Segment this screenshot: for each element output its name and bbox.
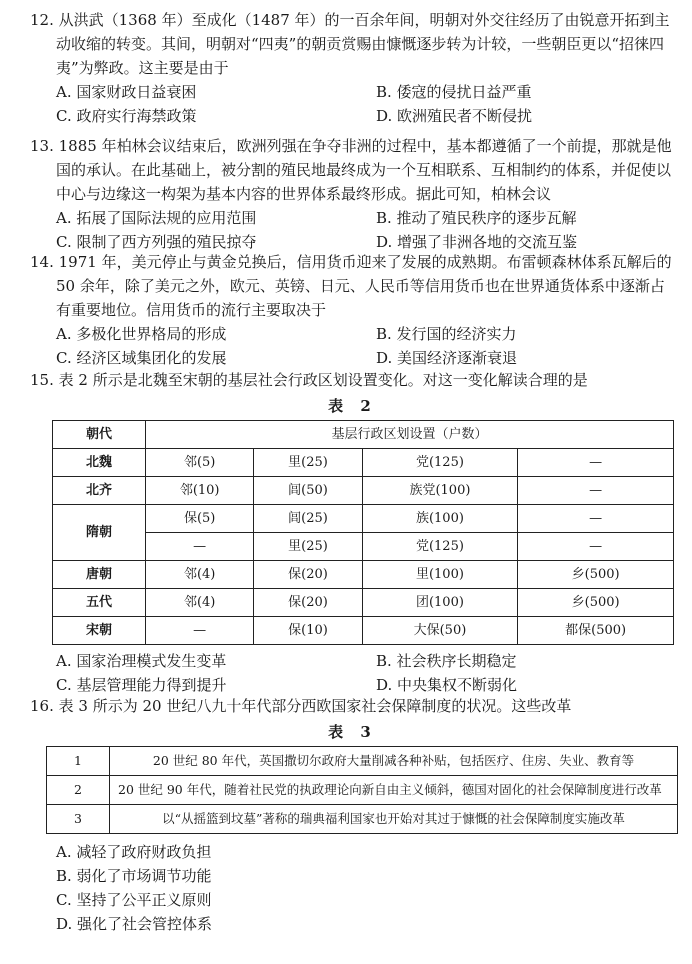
table-header-cell: 基层行政区划设置（户数） — [146, 421, 674, 449]
option-a[interactable]: A. 减轻了政府财政负担 — [56, 843, 212, 861]
option-a[interactable]: A. 拓展了国际法规的应用范围 — [56, 209, 257, 227]
table-cell: 唐朝 — [53, 561, 146, 589]
table-cell: 大保(50) — [362, 617, 518, 645]
option-b[interactable]: B. 倭寇的侵扰日益严重 — [376, 83, 532, 101]
question-13 — [30, 134, 675, 254]
table-3 — [46, 746, 678, 834]
table-cell: 2 — [47, 776, 110, 805]
table-row — [53, 561, 674, 589]
table-row — [53, 589, 674, 617]
question-16 — [30, 694, 675, 936]
question-13-stem: 13. 1885 年柏林会议结束后，欧洲列强在争夺非洲的过程中，基本都遵循了一个前提，那就是他国的承认。在此基础上，被分割的殖民地最终成为一个互相联系、互相制约的体系，并促使以中心与边缘这一构架为基本内容的世界体系最终形成。据此可知，柏林会议 — [30, 137, 672, 203]
table-cell: 保(5) — [146, 505, 254, 533]
option-c[interactable]: C. 政府实行海禁政策 — [56, 107, 197, 125]
question-12 — [30, 8, 675, 128]
table-row — [47, 776, 678, 805]
table-cell: 3 — [47, 805, 110, 834]
table-header-cell: 朝代 — [53, 421, 146, 449]
question-15-options — [56, 649, 675, 697]
option-d[interactable]: D. 增强了非洲各地的交流互鉴 — [376, 233, 578, 251]
table-cell: 20 世纪 80 年代，英国撒切尔政府大量削减各种补贴，包括医疗、住房、失业、教育等 — [110, 747, 678, 776]
option-c[interactable]: C. 基层管理能力得到提升 — [56, 676, 227, 694]
table-cell: — — [146, 617, 254, 645]
table-cell: 保(20) — [254, 589, 362, 617]
option-a[interactable]: A. 多极化世界格局的形成 — [56, 325, 227, 343]
option-a[interactable]: A. 国家财政日益衰困 — [56, 83, 197, 101]
question-15-stem: 15. 表 2 所示是北魏至宋朝的基层社会行政区划设置变化。对这一变化解读合理的是 — [30, 371, 588, 389]
question-13-options — [56, 206, 675, 254]
table-cell: 邻(4) — [146, 561, 254, 589]
table-row — [53, 477, 674, 505]
option-d[interactable]: D. 中央集权不断弱化 — [376, 676, 518, 694]
option-a[interactable]: A. 国家治理模式发生变革 — [56, 652, 227, 670]
table-cell: 党(125) — [362, 533, 518, 561]
table-2 — [52, 420, 674, 645]
question-12-options — [56, 80, 675, 128]
option-d[interactable]: D. 美国经济逐渐衰退 — [376, 349, 518, 367]
table-2-caption: 表 2 — [328, 397, 377, 415]
table-cell: 里(100) — [362, 561, 518, 589]
table-row — [53, 617, 674, 645]
table-cell: 宋朝 — [53, 617, 146, 645]
table-cell: 里(25) — [254, 449, 362, 477]
table-row — [53, 505, 674, 533]
table-cell: 团(100) — [362, 589, 518, 617]
table-cell: 以“从摇篮到坟墓”著称的瑞典福利国家也开始对其过于慷慨的社会保障制度实施改革 — [110, 805, 678, 834]
table-row — [47, 805, 678, 834]
table-cell: — — [518, 533, 674, 561]
option-c[interactable]: C. 经济区域集团化的发展 — [56, 349, 227, 367]
table-cell: 北魏 — [53, 449, 146, 477]
table-cell: — — [518, 505, 674, 533]
option-b[interactable]: B. 发行国的经济实力 — [376, 325, 517, 343]
option-c[interactable]: C. 限制了西方列强的殖民掠夺 — [56, 233, 257, 251]
table-cell: 邻(10) — [146, 477, 254, 505]
table-cell: 族(100) — [362, 505, 518, 533]
table-cell: 保(20) — [254, 561, 362, 589]
table-row — [47, 747, 678, 776]
table-cell: 乡(500) — [518, 589, 674, 617]
table-cell: 邻(4) — [146, 589, 254, 617]
table-cell: 保(10) — [254, 617, 362, 645]
option-c[interactable]: C. 坚持了公平正义原则 — [56, 891, 212, 909]
table-cell: — — [518, 477, 674, 505]
table-cell: — — [518, 449, 674, 477]
table-cell: 隋朝 — [53, 505, 146, 561]
table-cell: 1 — [47, 747, 110, 776]
table-cell: 五代 — [53, 589, 146, 617]
question-14 — [30, 250, 675, 370]
table-cell: 闾(50) — [254, 477, 362, 505]
table-row — [53, 533, 674, 561]
table-cell: 乡(500) — [518, 561, 674, 589]
table-3-caption: 表 3 — [328, 723, 377, 741]
table-header-row — [53, 421, 674, 449]
question-15 — [30, 368, 675, 697]
table-cell: 20 世纪 90 年代，随着社民党的执政理论向新自由主义倾斜，德国对固化的社会保障制度进行改革 — [110, 776, 678, 805]
question-14-options — [56, 322, 675, 370]
table-cell: 都保(500) — [518, 617, 674, 645]
table-cell: 里(25) — [254, 533, 362, 561]
option-b[interactable]: B. 社会秩序长期稳定 — [376, 652, 517, 670]
table-cell: 邻(5) — [146, 449, 254, 477]
option-b[interactable]: B. 推动了殖民秩序的逐步瓦解 — [376, 209, 577, 227]
table-cell: 闾(25) — [254, 505, 362, 533]
table-row — [53, 449, 674, 477]
question-14-stem: 14. 1971 年，美元停止与黄金兑换后，信用货币迎来了发展的成熟期。布雷顿森林体系瓦解后的 50 余年，除了美元之外，欧元、英镑、日元、人民币等信用货币也在世界通货体系中逐渐占有重要地位。信用货币的流行主要取决于 — [30, 253, 672, 319]
question-16-options — [56, 840, 675, 936]
question-16-stem: 16. 表 3 所示为 20 世纪八九十年代部分西欧国家社会保障制度的状况。这些改革 — [30, 697, 572, 715]
option-b[interactable]: B. 弱化了市场调节功能 — [56, 867, 212, 885]
option-d[interactable]: D. 欧洲殖民者不断侵扰 — [376, 107, 533, 125]
option-d[interactable]: D. 强化了社会管控体系 — [56, 915, 213, 933]
table-cell: 族党(100) — [362, 477, 518, 505]
table-cell: 党(125) — [362, 449, 518, 477]
table-cell: — — [146, 533, 254, 561]
table-cell: 北齐 — [53, 477, 146, 505]
question-12-stem: 12. 从洪武（1368 年）至成化（1487 年）的一百余年间，明朝对外交往经历了由锐意开拓到主动收缩的转变。其间，明朝对“四夷”的朝贡赏赐由慷慨逐步转为计较，一些朝臣更以“招徕四夷”为弊政。这主要是由于 — [30, 11, 670, 77]
